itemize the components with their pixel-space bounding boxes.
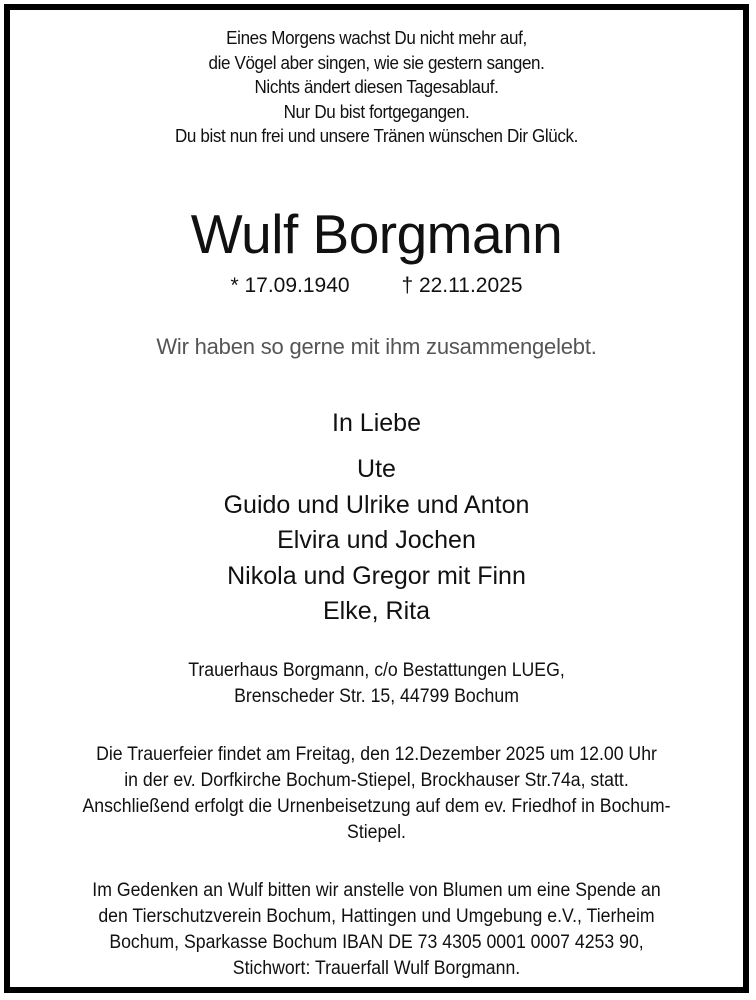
mourner-name: Nikola und Gregor mit Finn [227,561,526,590]
donation-request [36,878,718,982]
ceremony-line: Anschließend erfolgt die Urnenbeisetzung auf dem ev. Friedhof in Bochum- [82,796,671,817]
poem-line: Nichts ändert diesen Tagesablauf. [254,76,499,97]
birth-date: * 17.09.1940 [230,274,350,297]
memorial-poem [39,26,713,149]
ceremony-line: Stiepel. [347,822,406,843]
deceased-name: Wulf Borgmann [190,203,563,265]
funeral-ceremony-info [36,742,718,846]
donation-line: Im Gedenken an Wulf bitten wir anstelle von Blumen um eine Spende an [92,880,661,901]
donation-line: Bochum, Sparkasse Bochum IBAN DE 73 4305 0001 0007 4253 90, [109,932,644,953]
address-line: Brenscheder Str. 15, 44799 Bochum [234,686,519,707]
poem-line: Eines Morgens wachst Du nicht mehr auf, [226,27,527,48]
ceremony-line: in der ev. Dorfkirche Bochum-Stiepel, Brockhauser Str.74a, statt. [124,770,629,791]
poem-line: Du bist nun frei und unsere Tränen wünschen Dir Glück. [174,125,579,146]
donation-line: Stichwort: Trauerfall Wulf Borgmann. [232,958,521,979]
address-line: Trauerhaus Borgmann, c/o Bestattungen LUEG, [188,660,565,681]
donation-line: den Tierschutzverein Bochum, Hattingen und Umgebung e.V., Tierheim [98,906,655,927]
death-date: † 22.11.2025 [401,274,523,297]
mourners-list [10,452,743,630]
ceremony-line: Die Trauerfeier findet am Freitag, den 12.Dezember 2025 um 12.00 Uhr [96,744,657,765]
mourner-name: Elke, Rita [323,597,430,625]
poem-line: Nur Du bist fortgegangen. [283,100,470,122]
obituary-frame [4,4,749,993]
memorial-motto: Wir haben so gerne mit ihm zusammengelebt. [156,334,597,359]
mourner-name: Elvira und Jochen [277,526,476,554]
mourner-name: Ute [357,455,396,483]
mourners-intro: In Liebe [332,409,421,437]
mourner-name: Guido und Ulrike und Anton [223,490,530,519]
poem-line: die Vögel aber singen, wie sie gestern sangen. [208,51,545,73]
mourning-house-address [36,658,718,710]
life-dates [10,272,743,300]
